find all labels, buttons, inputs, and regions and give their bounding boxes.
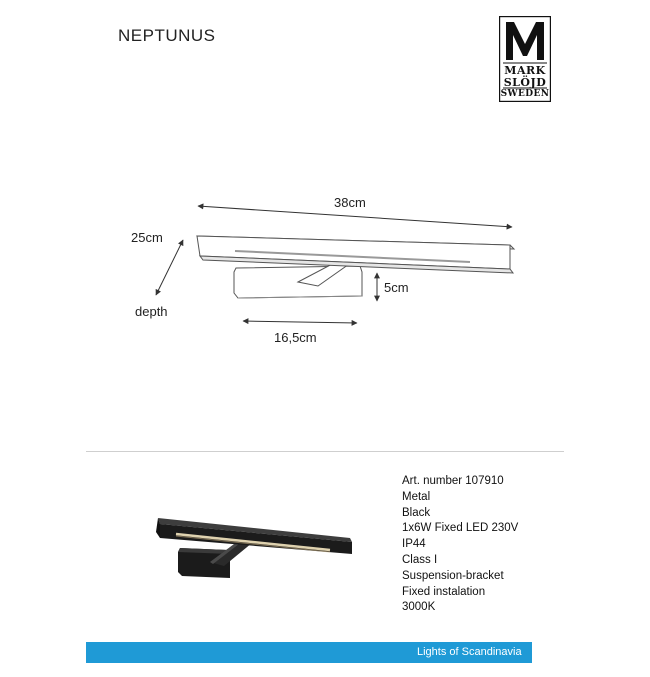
depth-value-label: 25cm xyxy=(131,230,163,245)
footer-banner xyxy=(86,642,532,663)
depth-arrow xyxy=(156,240,183,295)
logo-line-sweden: SWEDEN xyxy=(500,89,550,99)
spec-article-number: Art. number 107910 xyxy=(402,475,504,487)
spec-ip-rating: IP44 xyxy=(402,538,426,551)
product-title: NEPTUNUS xyxy=(118,26,216,45)
bracket-arrow xyxy=(243,321,357,323)
product-photo xyxy=(150,510,365,590)
section-divider xyxy=(86,451,564,452)
spec-installation: Fixed instalation xyxy=(402,585,486,598)
spec-class: Class I xyxy=(402,553,438,566)
depth-caption-label: depth xyxy=(135,304,168,319)
logo-line-mark: MARK xyxy=(504,64,546,77)
bracket-dimension-label: 16,5cm xyxy=(274,330,317,345)
spec-mounting: Suspension-bracket xyxy=(402,569,504,582)
spec-color: Black xyxy=(402,506,431,519)
width-dimension-label: 38cm xyxy=(334,195,366,210)
lamp-outline xyxy=(197,236,514,298)
logo-line-slojd: SLÖJD xyxy=(503,76,547,89)
spec-material: Metal xyxy=(402,490,431,503)
spec-list xyxy=(402,474,518,616)
footer-tagline: Lights of Scandinavia xyxy=(417,646,522,658)
spec-color-temperature: 3000K xyxy=(402,601,436,614)
spec-light-source: 1x6W Fixed LED 230V xyxy=(402,522,519,535)
height-dimension-label: 5cm xyxy=(384,280,409,295)
